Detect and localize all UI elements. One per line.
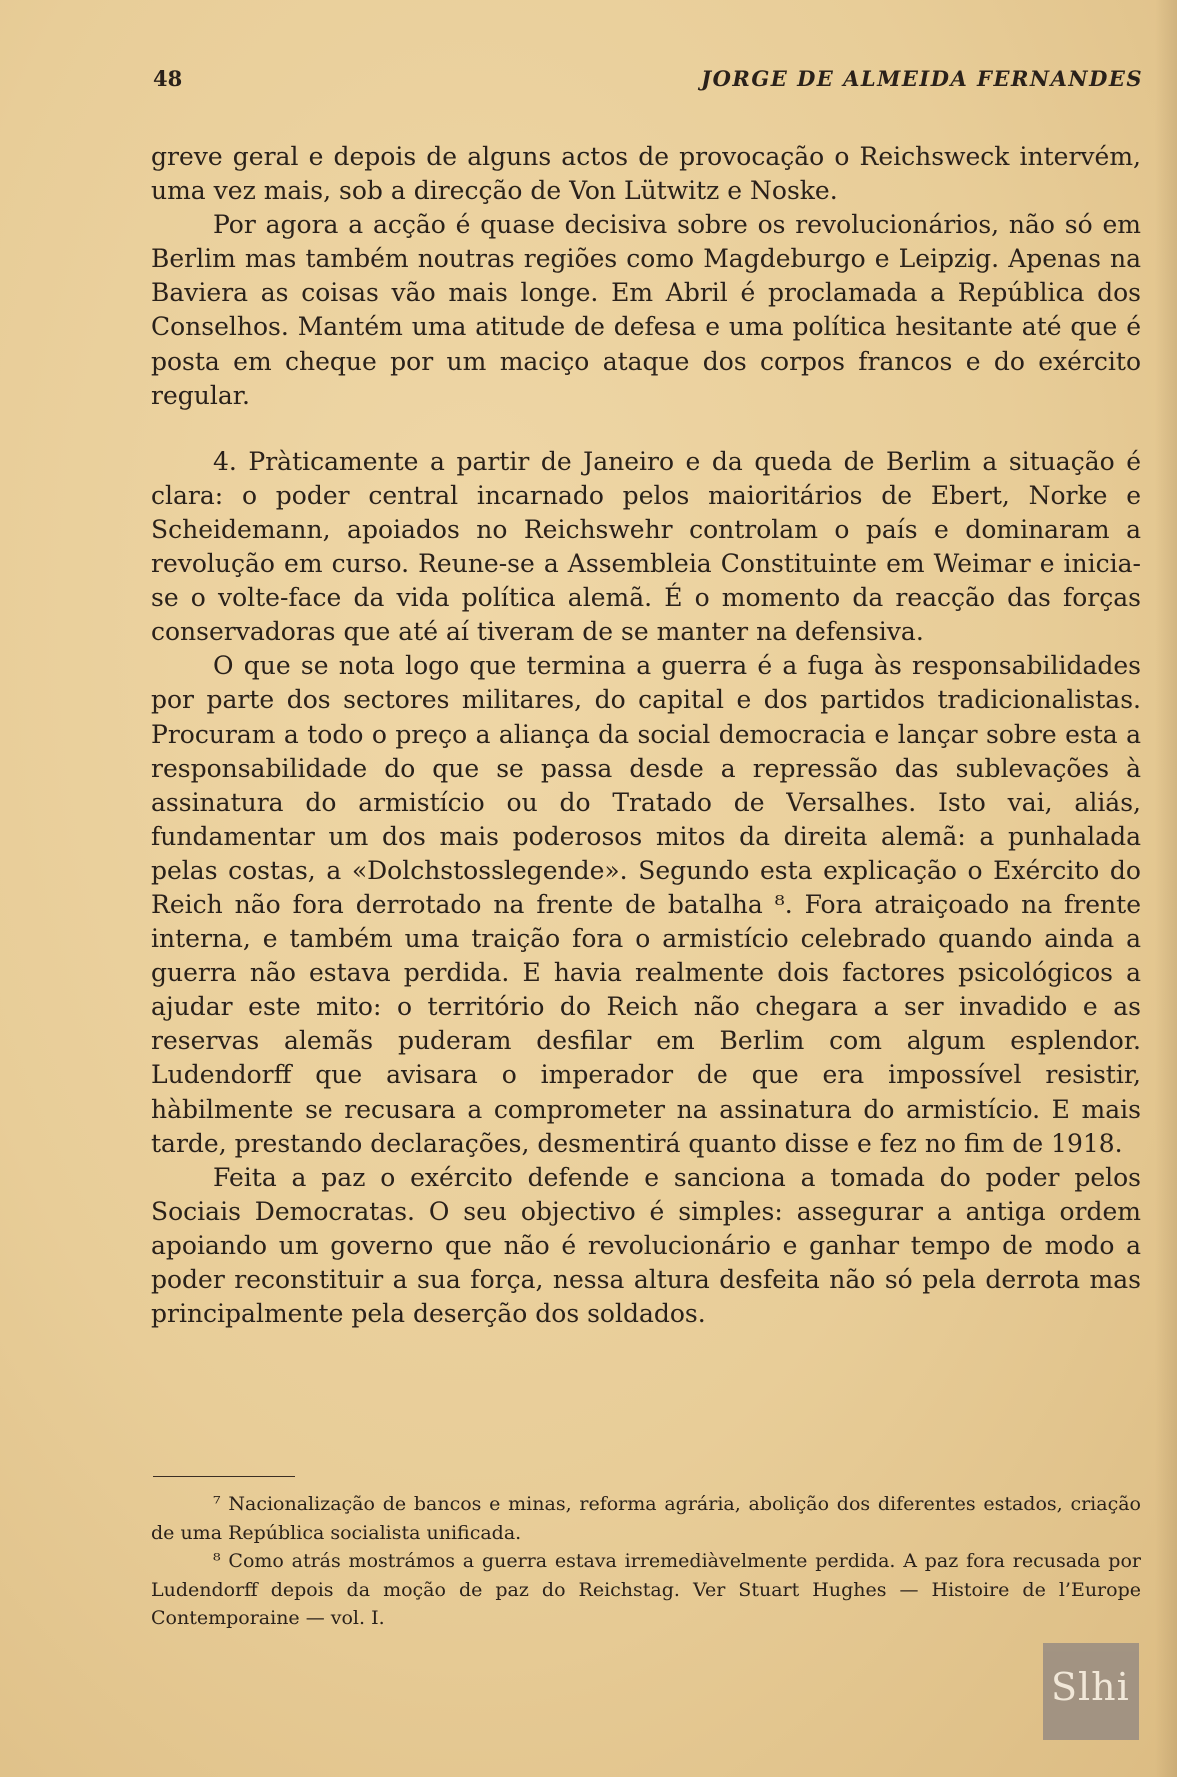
library-logo — [1043, 1643, 1139, 1740]
footnotes — [151, 1490, 1141, 1633]
paragraph: greve geral e depois de alguns actos de provocação o Reichsweck intervém, uma vez mais, sob a direcção de Von Lütwitz e Noske. — [151, 142, 1141, 206]
paragraph: 4. Pràticamente a partir de Janeiro e da queda de Berlim a situação é clara: o poder central incarnado pelos maioritários de Ebert, Norke e Scheidemann, apoiados no Reichswehr controlam o país e dominaram a revolução em curso. Reune-se a Assembleia Constituinte em Weimar e inicia-se o volte-face da vida política alemã. É o momento da reacção das forças conservadoras que até aí tiveram de se manter na defensiva. — [151, 446, 1141, 647]
page-header — [153, 66, 1143, 98]
paragraph: Feita a paz o exército defende e sanciona a tomada do poder pelos Sociais Democratas. O seu objectivo é simples: assegurar a antiga ordem apoiando um governo que não é revolucionário e ganhar tempo de modo a poder reconstituir a sua força, nessa altura desfeita não só pela derrota mas principalmente pela deserção dos soldados. — [151, 1162, 1141, 1329]
library-logo-text: Slhi — [1051, 1665, 1130, 1709]
body-text — [151, 140, 1141, 1331]
page-number: 48 — [153, 66, 183, 91]
paragraph: Por agora a acção é quase decisiva sobre os revolucionários, não só em Berlim mas também noutras regiões como Magdeburgo e Leipzig. Apenas na Baviera as coisas vão mais longe. Em Abril é proclamada a República dos Conselhos. Mantém uma atitude de defesa e uma política hesitante até que é posta em cheque por um maciço ataque dos corpos francos e do exército regular. — [151, 210, 1141, 410]
paragraph: O que se nota logo que termina a guerra é a fuga às responsabilidades por parte dos sectores militares, do capital e dos partidos tradicionalistas. Procuram a todo o preço a aliança da social democracia e lançar sobre esta a responsabilidade do que se passa desde a repressão das sublevações à assinatura do armistício ou do Tratado de Versalhes. Isto vai, aliás, fundamentar um dos mais poderosos mitos da direita alemã: a punhalada pelas costas, a «Dolchstosslegende». Segundo esta explicação o Exército do Reich não fora derrotado na frente de batalha ⁸. Fora atraiçoado na frente interna, e também uma traição fora o armistício celebrado quando ainda a guerra não estava perdida. E havia realmente dois factores psicológicos a ajudar este mito: o território do Reich não chegara a ser invadido e as reservas alemãs puderam desfilar em Berlim com algum esplendor. Ludendorff que avisara o imperador de que era impossível resistir, hàbilmente se recusara a comprometer na assinatura do armistício. E mais tarde, prestando declarações, desmentirá quanto disse e fez no fim de 1918. — [151, 651, 1141, 1158]
footnote: ⁷ Nacionalização de bancos e minas, reforma agrária, abolição dos diferentes estados, criação de uma República socialista unificada. — [151, 1493, 1141, 1544]
footnote-rule — [153, 1476, 295, 1477]
footnote: ⁸ Como atrás mostrámos a guerra estava irremediàvelmente perdida. A paz fora recusada por Ludendorff depois da moção de paz do Reichstag. Ver Stuart Hughes — Histoire de l’Europe Contemporaine — vol. I. — [151, 1550, 1141, 1629]
running-head: JORGE DE ALMEIDA FERNANDES — [701, 66, 1143, 91]
